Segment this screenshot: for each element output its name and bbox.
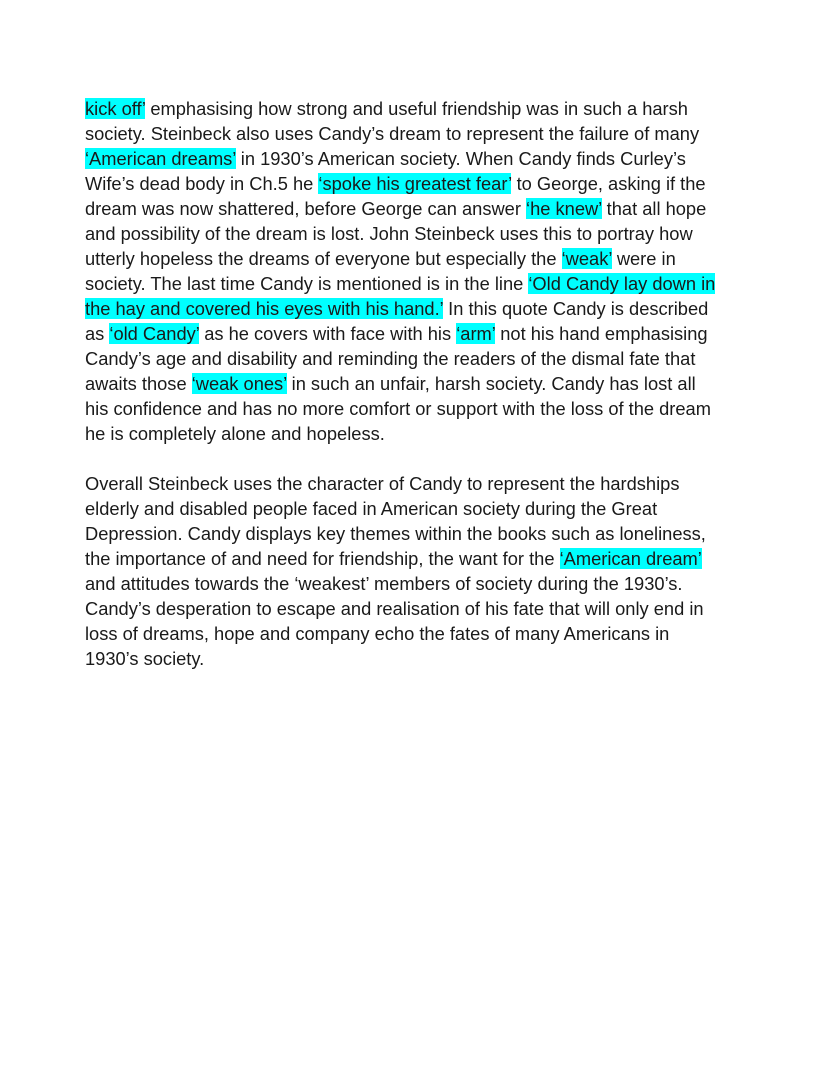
text-line xyxy=(85,596,750,621)
text-run: society. The last time Candy is mentioned is in the line xyxy=(85,273,529,294)
text-run: as he covers with face with his xyxy=(199,323,457,344)
text-run: Wife’s dead body in Ch.5 he xyxy=(85,173,319,194)
text-run: to George, asking if the xyxy=(511,173,706,194)
text-line xyxy=(85,571,750,596)
highlighted-quote: kick off’ xyxy=(85,98,146,119)
text-line xyxy=(85,396,750,421)
highlighted-quote: ‘American dreams’ xyxy=(85,148,236,169)
text-run: emphasising how strong and useful friendship was in such a harsh xyxy=(145,98,688,119)
text-run: and possibility of the dream is lost. John Steinbeck uses this to portray how xyxy=(85,223,693,244)
text-line xyxy=(85,171,750,196)
text-line xyxy=(85,246,750,271)
text-line xyxy=(85,296,750,321)
text-run: society. Steinbeck also uses Candy’s dream to represent the failure of many xyxy=(85,123,700,144)
text-line xyxy=(85,471,750,496)
highlighted-quote: the hay and covered his eyes with his hand.’ xyxy=(85,298,444,319)
text-run: Overall Steinbeck uses the character of Candy to represent the hardships xyxy=(85,473,680,494)
text-run: the importance of and need for friendship, the want for the xyxy=(85,548,560,569)
text-line xyxy=(85,121,750,146)
text-run: his confidence and has no more comfort or support with the loss of the dream xyxy=(85,398,711,419)
highlighted-quote: ‘old Candy’ xyxy=(109,323,200,344)
text-run: Candy’s age and disability and reminding the readers of the dismal fate that xyxy=(85,348,696,369)
document-page xyxy=(85,96,750,671)
text-line xyxy=(85,221,750,246)
text-run: he is completely alone and hopeless. xyxy=(85,423,385,444)
text-run: In this quote Candy is described xyxy=(443,298,709,319)
text-run: and attitudes towards the ‘weakest’ members of society during the 1930’s. xyxy=(85,573,683,594)
text-line xyxy=(85,271,750,296)
text-run: Depression. Candy displays key themes within the books such as loneliness, xyxy=(85,523,706,544)
text-run: in 1930’s American society. When Candy finds Curley’s xyxy=(235,148,686,169)
text-line xyxy=(85,496,750,521)
text-run: that all hope xyxy=(601,198,707,219)
text-line xyxy=(85,421,750,446)
text-line xyxy=(85,521,750,546)
highlighted-quote: ‘weak’ xyxy=(561,248,612,269)
text-line xyxy=(85,646,750,671)
text-line xyxy=(85,96,750,121)
text-run: dream was now shattered, before George can answer xyxy=(85,198,527,219)
text-line xyxy=(85,546,750,571)
highlighted-quote: ‘arm’ xyxy=(456,323,496,344)
text-run: loss of dreams, hope and company echo the fates of many Americans in xyxy=(85,623,670,644)
paragraph-candy-dream xyxy=(85,96,750,446)
text-run: in such an unfair, harsh society. Candy has lost all xyxy=(286,373,696,394)
text-line xyxy=(85,346,750,371)
highlighted-quote: ‘he knew’ xyxy=(526,198,602,219)
text-run: Candy’s desperation to escape and realisation of his fate that will only end in xyxy=(85,598,704,619)
text-run: awaits those xyxy=(85,373,192,394)
highlighted-quote: ‘Old Candy lay down in xyxy=(528,273,716,294)
paragraph-gap xyxy=(85,446,750,471)
text-run: as xyxy=(85,323,110,344)
text-line xyxy=(85,371,750,396)
text-line xyxy=(85,321,750,346)
text-run: elderly and disabled people faced in American society during the Great xyxy=(85,498,658,519)
text-line xyxy=(85,196,750,221)
highlighted-quote: ‘weak ones’ xyxy=(191,373,287,394)
text-line xyxy=(85,621,750,646)
paragraph-conclusion xyxy=(85,471,750,671)
text-run: utterly hopeless the dreams of everyone but especially the xyxy=(85,248,562,269)
text-run: were in xyxy=(611,248,676,269)
text-run: not his hand emphasising xyxy=(495,323,708,344)
highlighted-quote: ‘spoke his greatest fear’ xyxy=(318,173,512,194)
text-run: 1930’s society. xyxy=(85,648,205,669)
text-line xyxy=(85,146,750,171)
highlighted-quote: ‘American dream’ xyxy=(559,548,702,569)
